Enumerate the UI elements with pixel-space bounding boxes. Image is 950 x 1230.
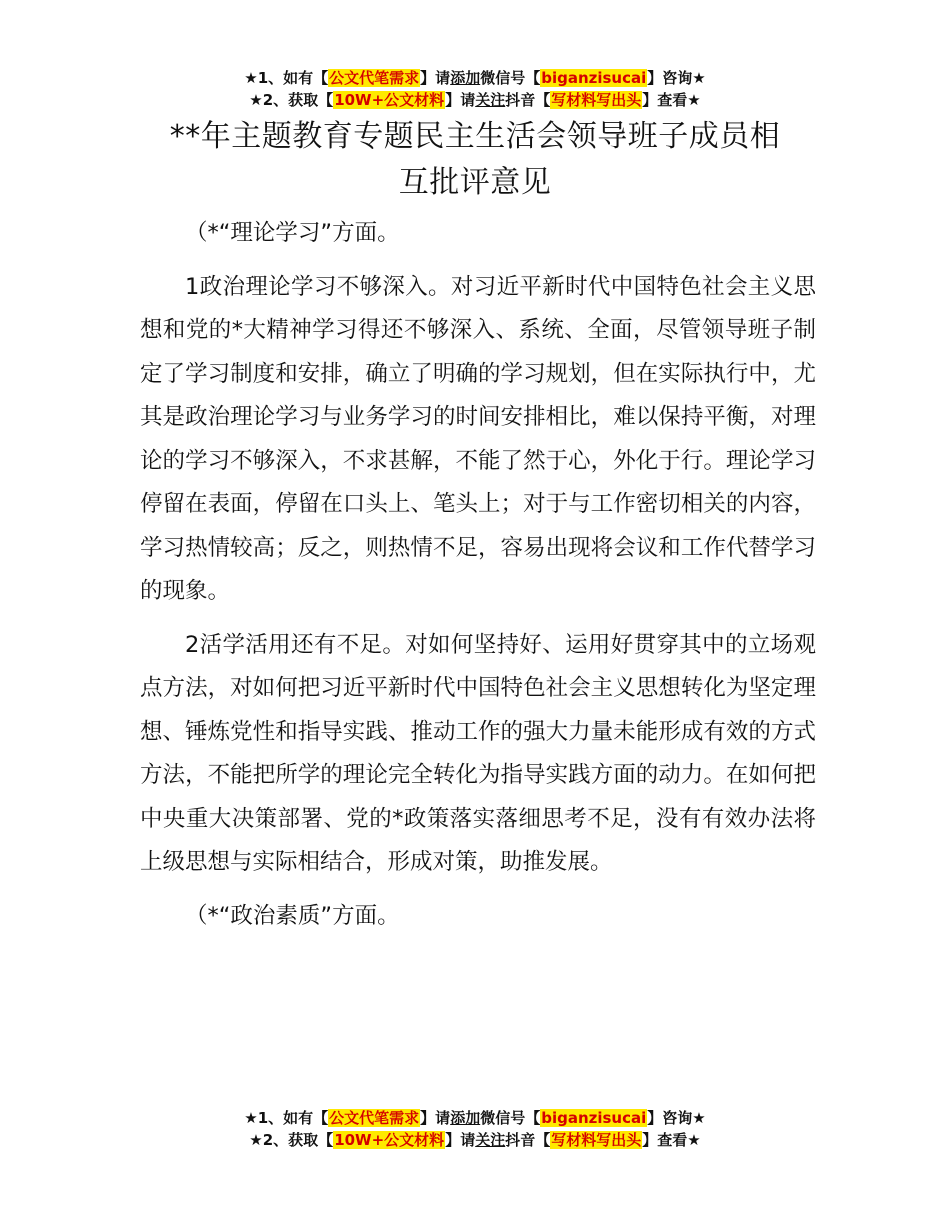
banner-underline: 关注 — [475, 91, 506, 109]
banner-highlight: 公文代笔需求 — [329, 1109, 420, 1127]
banner-highlight: 公文代笔需求 — [329, 69, 420, 87]
banner-highlight: biganzisucai — [541, 69, 647, 87]
footer-banner — [0, 1107, 950, 1151]
banner-highlight: 写材料写出头 — [551, 1131, 642, 1149]
section-heading-politics: （*“政治素质”方面。 — [185, 902, 400, 929]
banner-line-1 — [0, 1107, 950, 1129]
banner-text: 抖音【 — [505, 1131, 551, 1149]
banner-text: ★2、获取【 — [249, 91, 334, 109]
banner-highlight: 写材料写出头 — [551, 91, 642, 109]
paragraph-1: 1政治理论学习不够深入。对习近平新时代中国特色社会主义思想和党的*大精神学习得还不够深入、系统、全面，尽管领导班子制定了学习制度和安排，确立了明确的学习规划，但在实际执行中，尤其是政治理论学习与业务学习的时间安排相比，难以保持平衡，对理论的学习不够深入，不求甚解，不能了然于心，外化于行。理论学习停留在表面，停留在口头上、笔头上；对于与工作密切相关的内容，学习热情较高；反之，则热情不足，容易出现将会议和工作代替学习的现象。 — [140, 273, 816, 604]
banner-underline: 关注 — [475, 1131, 506, 1149]
banner-text: 】查看★ — [642, 1131, 701, 1149]
document-body — [140, 212, 816, 948]
banner-text: 】请 — [420, 69, 451, 87]
banner-text: 】请 — [420, 1109, 451, 1127]
banner-text: 】咨询★ — [647, 1109, 706, 1127]
banner-text: 】咨询★ — [647, 69, 706, 87]
banner-line-1 — [0, 67, 950, 89]
banner-highlight: biganzisucai — [541, 1109, 647, 1127]
paragraph-2: 2活学活用还有不足。对如何坚持好、运用好贯穿其中的立场观点方法，对如何把习近平新时代中国特色社会主义思想转化为坚定理想、锤炼党性和指导实践、推动工作的强大力量未能形成有效的方式方法，不能把所学的理论完全转化为指导实践方面的动力。在如何把中央重大决策部署、党的*政策落实落细思考不足，没有有效办法将上级思想与实际相结合，形成对策，助推发展。 — [140, 631, 816, 875]
banner-highlight: 10W+公文材料 — [334, 1131, 445, 1149]
banner-text: 】请 — [445, 1131, 476, 1149]
header-banner — [0, 67, 950, 111]
banner-text: ★1、如有【 — [244, 1109, 329, 1127]
banner-line-2 — [0, 89, 950, 111]
banner-highlight: 10W+公文材料 — [334, 91, 445, 109]
title-line-2: 互批评意见 — [398, 165, 552, 200]
banner-text: 抖音【 — [505, 91, 551, 109]
banner-text: 】请 — [445, 91, 476, 109]
banner-text: 微信号【 — [480, 69, 541, 87]
banner-text: 微信号【 — [480, 1109, 541, 1127]
banner-line-2 — [0, 1129, 950, 1151]
banner-underline: 添加 — [450, 1109, 481, 1127]
banner-underline: 添加 — [450, 69, 481, 87]
banner-text: ★1、如有【 — [244, 69, 329, 87]
banner-text: ★2、获取【 — [249, 1131, 334, 1149]
section-heading-theory: （*“理论学习”方面。 — [185, 220, 400, 246]
banner-text: 】查看★ — [642, 91, 701, 109]
document-title — [130, 114, 820, 206]
title-line-1: **年主题教育专题民主生活会领导班子成员相 — [169, 119, 781, 154]
